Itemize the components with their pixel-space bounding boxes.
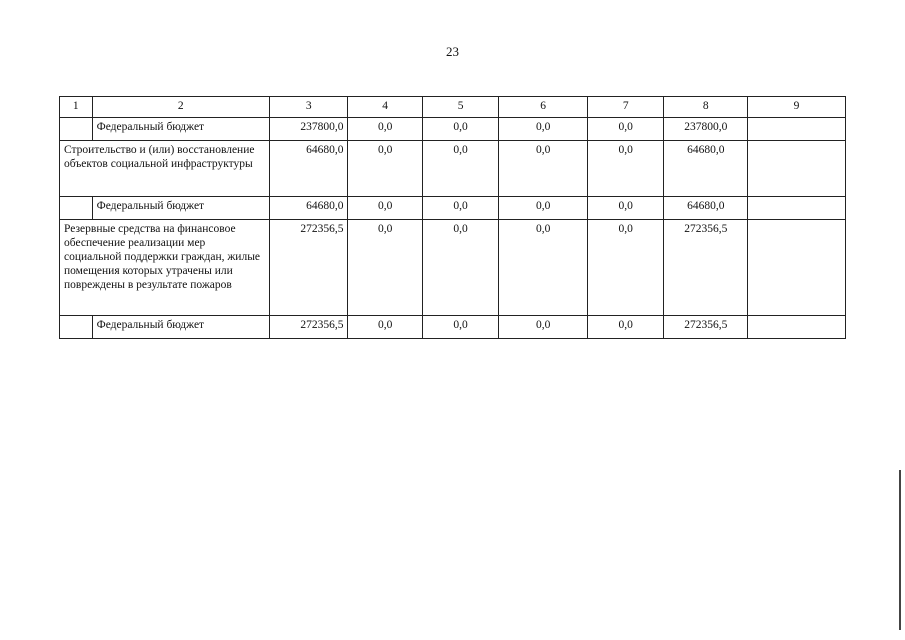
table-row — [60, 220, 846, 316]
value-cell: 0,0 — [499, 316, 588, 339]
row-label: Федеральный бюджет — [92, 118, 269, 141]
value-cell: 0,0 — [499, 141, 588, 197]
value-cell: 0,0 — [422, 316, 498, 339]
value-cell: 0,0 — [348, 141, 422, 197]
value-cell: 272356,5 — [269, 220, 347, 316]
value-cell: 0,0 — [348, 118, 422, 141]
table-row — [60, 316, 846, 339]
value-cell: 237800,0 — [664, 118, 748, 141]
row-label: Строительство и (или) восстановление объектов социальной инфраструктуры — [60, 141, 270, 197]
value-cell: 0,0 — [588, 118, 664, 141]
value-cell: 64680,0 — [664, 197, 748, 220]
value-cell: 0,0 — [499, 197, 588, 220]
note-cell — [748, 141, 846, 197]
value-cell: 0,0 — [499, 118, 588, 141]
header-cell: 8 — [664, 97, 748, 118]
value-cell: 0,0 — [422, 220, 498, 316]
value-cell: 0,0 — [499, 220, 588, 316]
note-cell — [748, 197, 846, 220]
empty-cell — [60, 118, 93, 141]
value-cell: 64680,0 — [269, 141, 347, 197]
row-label: Федеральный бюджет — [92, 316, 269, 339]
row-label: Резервные средства на финансовое обеспечение реализации мер социальной поддержки граждан, жилые помещения которых утрачены или повреждены в результате пожаров — [60, 220, 270, 316]
table-row — [60, 118, 846, 141]
value-cell: 272356,5 — [664, 316, 748, 339]
value-cell: 0,0 — [588, 197, 664, 220]
value-cell: 0,0 — [348, 220, 422, 316]
value-cell: 0,0 — [422, 197, 498, 220]
value-cell: 0,0 — [348, 316, 422, 339]
value-cell: 64680,0 — [664, 141, 748, 197]
budget-table — [59, 96, 846, 339]
value-cell: 0,0 — [422, 141, 498, 197]
value-cell: 237800,0 — [269, 118, 347, 141]
empty-cell — [60, 197, 93, 220]
header-cell: 4 — [348, 97, 422, 118]
value-cell: 0,0 — [422, 118, 498, 141]
row-label: Федеральный бюджет — [92, 197, 269, 220]
page-number: 23 — [446, 44, 459, 59]
value-cell: 64680,0 — [269, 197, 347, 220]
table-row — [60, 141, 846, 197]
value-cell: 0,0 — [588, 220, 664, 316]
header-cell: 9 — [748, 97, 846, 118]
header-cell: 2 — [92, 97, 269, 118]
scan-edge-line — [899, 470, 901, 630]
header-cell: 7 — [588, 97, 664, 118]
note-cell — [748, 316, 846, 339]
value-cell: 0,0 — [588, 141, 664, 197]
value-cell: 272356,5 — [269, 316, 347, 339]
note-cell — [748, 118, 846, 141]
header-cell: 6 — [499, 97, 588, 118]
empty-cell — [60, 316, 93, 339]
value-cell: 0,0 — [588, 316, 664, 339]
value-cell: 0,0 — [348, 197, 422, 220]
table-header-row — [60, 97, 846, 118]
header-cell: 1 — [60, 97, 93, 118]
table-row — [60, 197, 846, 220]
header-cell: 3 — [269, 97, 347, 118]
header-cell: 5 — [422, 97, 498, 118]
note-cell — [748, 220, 846, 316]
value-cell: 272356,5 — [664, 220, 748, 316]
